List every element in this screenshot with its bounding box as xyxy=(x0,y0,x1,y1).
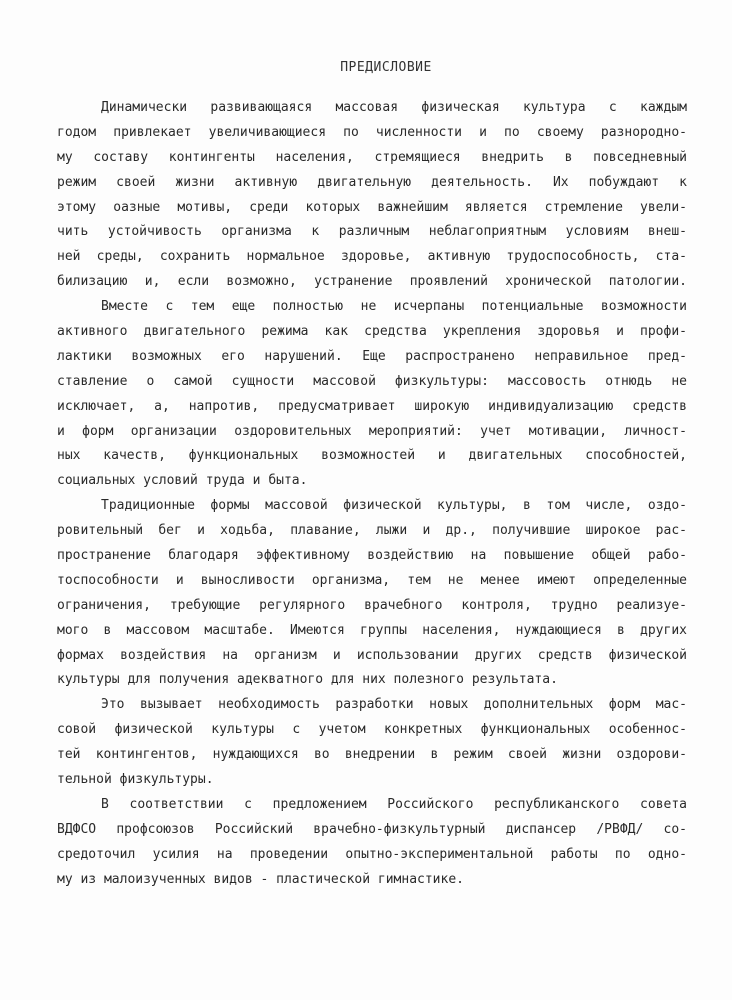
text-line: активного двигательного режима как средства укрепления здоровья и профи- xyxy=(57,324,687,340)
page-title xyxy=(0,60,732,75)
text-line: лактики возможных его нарушений. Еще распространено неправильное пред- xyxy=(57,348,687,364)
text-line: Динамически развивающаяся массовая физическая культура с каждым xyxy=(101,100,687,115)
paragraph xyxy=(57,96,687,295)
text-line: тельной физкультуры. xyxy=(57,772,214,788)
text-line: исключает, а, напротив, предусматривает широкую индивидуализацию средств xyxy=(57,398,687,414)
page-title-text: ПРЕДИСЛОВИЕ xyxy=(340,60,432,75)
text-line: социальных условий труда и быта. xyxy=(57,473,308,489)
text-line: му составу контингенты населения, стремящиеся внедрить в повседневный xyxy=(57,149,687,165)
text-line: Традиционные формы массовой физической культуры, в том числе, оздо- xyxy=(101,498,687,514)
text-line: мого в массовом масштабе. Имеются группы населения, нуждающиеся в других xyxy=(57,622,687,638)
text-line: В соответствии с предложением Российского республиканского совета xyxy=(101,796,687,812)
text-line: и форм организации оздоровительных мероприятий: учет мотивации, личност- xyxy=(57,423,687,439)
text-line: Вместе с тем еще полностью не исчерпаны потенциальные возможности xyxy=(101,299,687,315)
text-line: чить устойчивость организма к различным неблагоприятным условиям внеш- xyxy=(57,224,687,240)
text-line: ВДФСО профсоюзов Российский врачебно-физкультурный диспансер /РВФД/ со- xyxy=(57,821,687,837)
text-line: этому оазные мотивы, среди которых важнейшим является стремление увели- xyxy=(57,199,687,215)
text-line: му из малоизученных видов - пластической гимнастике. xyxy=(57,871,464,887)
document-body xyxy=(57,96,687,893)
paragraph xyxy=(57,793,687,893)
paragraph xyxy=(57,494,687,693)
paragraph xyxy=(57,693,687,793)
paragraph xyxy=(57,295,687,494)
text-line: ровительный бег и ходьба, плавание, лыжи и др., получившие широкое рас- xyxy=(57,523,687,539)
text-line: культуры для получения адекватного для них полезного результата. xyxy=(57,672,558,688)
text-line: тоспособности и выносливости организма, тем не менее имеют определенные xyxy=(57,572,687,588)
text-line: ней среды, сохранить нормальное здоровье, активную трудоспособность, ста- xyxy=(57,249,687,265)
text-line: Это вызывает необходимость разработки новых дополнительных форм мас- xyxy=(101,697,687,713)
text-line: ных качеств, функциональных возможностей и двигательных способностей, xyxy=(57,448,687,464)
text-line: средоточил усилия на проведении опытно-экспериментальной работы по одно- xyxy=(57,846,687,862)
text-line: пространение благодаря эффективному воздействию на повышение общей рабо- xyxy=(57,548,687,564)
text-line: формах воздействия на организм и использовании других средств физической xyxy=(57,647,687,663)
text-line: годом привлекает увеличивающиеся по численности и по своему разнородно- xyxy=(57,124,687,140)
text-line: тей контингентов, нуждающихся во внедрении в режим своей жизни оздорови- xyxy=(57,747,687,763)
text-line: совой физической культуры с учетом конкретных функциональных особеннос- xyxy=(57,722,687,738)
text-line: билизацию и, если возможно, устранение проявлений хронической патологии. xyxy=(57,274,687,290)
text-line: ставление о самой сущности массовой физкультуры: массовость отнюдь не xyxy=(57,373,687,389)
text-line: режим своей жизни активную двигательную деятельность. Их побуждают к xyxy=(57,174,687,190)
text-line: ограничения, требующие регулярного врачебного контроля, трудно реализуе- xyxy=(57,597,687,613)
